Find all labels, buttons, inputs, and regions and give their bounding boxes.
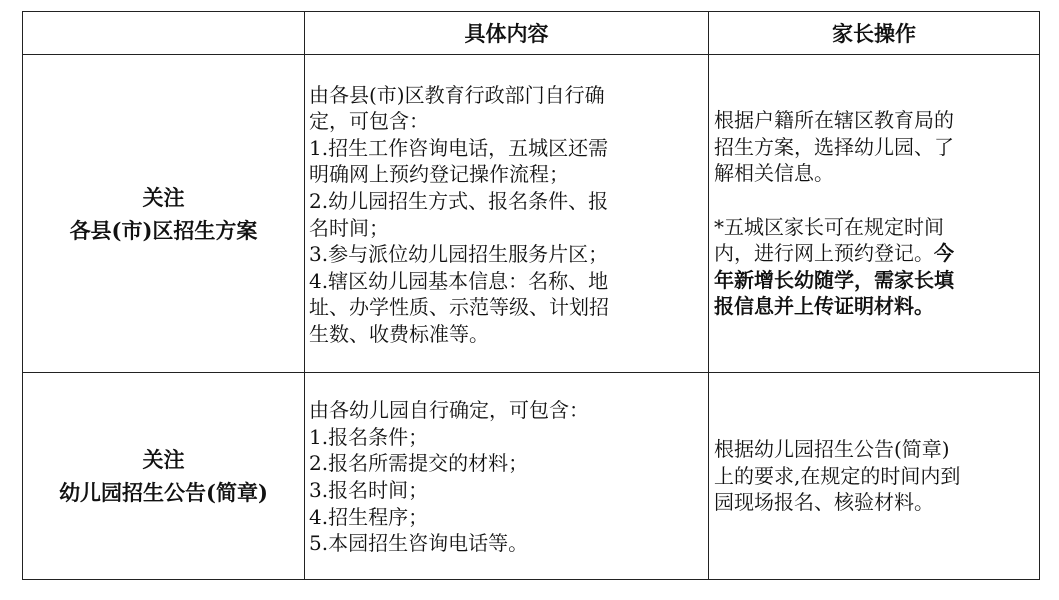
label-line: 各县(市)区招生方案 xyxy=(69,217,258,243)
header-cell-empty xyxy=(23,12,305,55)
action-line: 根据户籍所在辖区教育局的 xyxy=(714,108,954,133)
action-note-line: *五城区家长可在规定时间 xyxy=(714,214,944,239)
content-line: 4.招生程序； xyxy=(309,504,429,529)
action-line: 园现场报名、核验材料。 xyxy=(714,490,934,515)
content-line: 1.报名条件； xyxy=(309,424,429,449)
action-line: 上的要求,在规定的时间内到 xyxy=(714,463,961,488)
content-line: 3.报名时间； xyxy=(309,478,429,502)
header-cell-parent-action: 家长操作 xyxy=(709,12,1040,55)
label-line: 幼儿园招生公告(简章) xyxy=(59,480,268,505)
content-line: 4.辖区幼儿园基本信息：名称、地 xyxy=(309,268,609,293)
action-note-line xyxy=(714,240,1039,267)
content-line: 名时间； xyxy=(309,215,389,240)
table-row xyxy=(23,55,1040,373)
content-line: 5.本园招生咨询电话等。 xyxy=(309,531,529,556)
content-cell-kindergarten-notice xyxy=(305,373,709,580)
table-row xyxy=(23,373,1040,580)
action-note-emphasis: 今 xyxy=(934,241,954,266)
content-line: 1.招生工作咨询电话，五城区还需 xyxy=(309,135,609,160)
header-row xyxy=(23,12,1040,55)
paragraph-gap xyxy=(714,187,1039,214)
action-line: 根据幼儿园招生公告(简章) xyxy=(714,437,950,462)
label-line: 关注 xyxy=(142,184,185,210)
action-line: 招生方案，选择幼儿园、了 xyxy=(714,134,954,159)
content-line: 由各幼儿园自行确定，可包含： xyxy=(309,398,589,423)
enrollment-guide-table xyxy=(22,11,1040,580)
action-line: 解相关信息。 xyxy=(714,161,834,186)
content-line: 2.幼儿园招生方式、报名条件、报 xyxy=(309,188,609,213)
content-line: 3.参与派位幼儿园招生服务片区； xyxy=(309,242,609,267)
content-line: 由各县(市)区教育行政部门自行确 xyxy=(309,82,605,107)
content-line: 2.报名所需提交的材料； xyxy=(309,451,529,476)
header-cell-content: 具体内容 xyxy=(305,12,709,55)
content-line: 明确网上预约登记操作流程； xyxy=(309,162,569,187)
label-line: 关注 xyxy=(142,447,185,472)
row-label-county-plan xyxy=(23,55,305,373)
content-line: 定，可包含： xyxy=(309,109,429,134)
action-note-emphasis: 年新增长幼随学，需家长填 xyxy=(714,267,954,292)
action-cell-kindergarten-notice xyxy=(709,373,1040,580)
action-note-text: 内，进行网上预约登记。 xyxy=(714,241,934,266)
action-note-emphasis: 报信息并上传证明材料。 xyxy=(714,294,934,319)
content-line: 址、办学性质、示范等级、计划招 xyxy=(309,295,609,320)
content-line: 生数、收费标准等。 xyxy=(309,321,489,346)
row-label-kindergarten-notice xyxy=(23,373,305,580)
content-cell-county-plan xyxy=(305,55,709,373)
action-cell-county-plan xyxy=(709,55,1040,373)
